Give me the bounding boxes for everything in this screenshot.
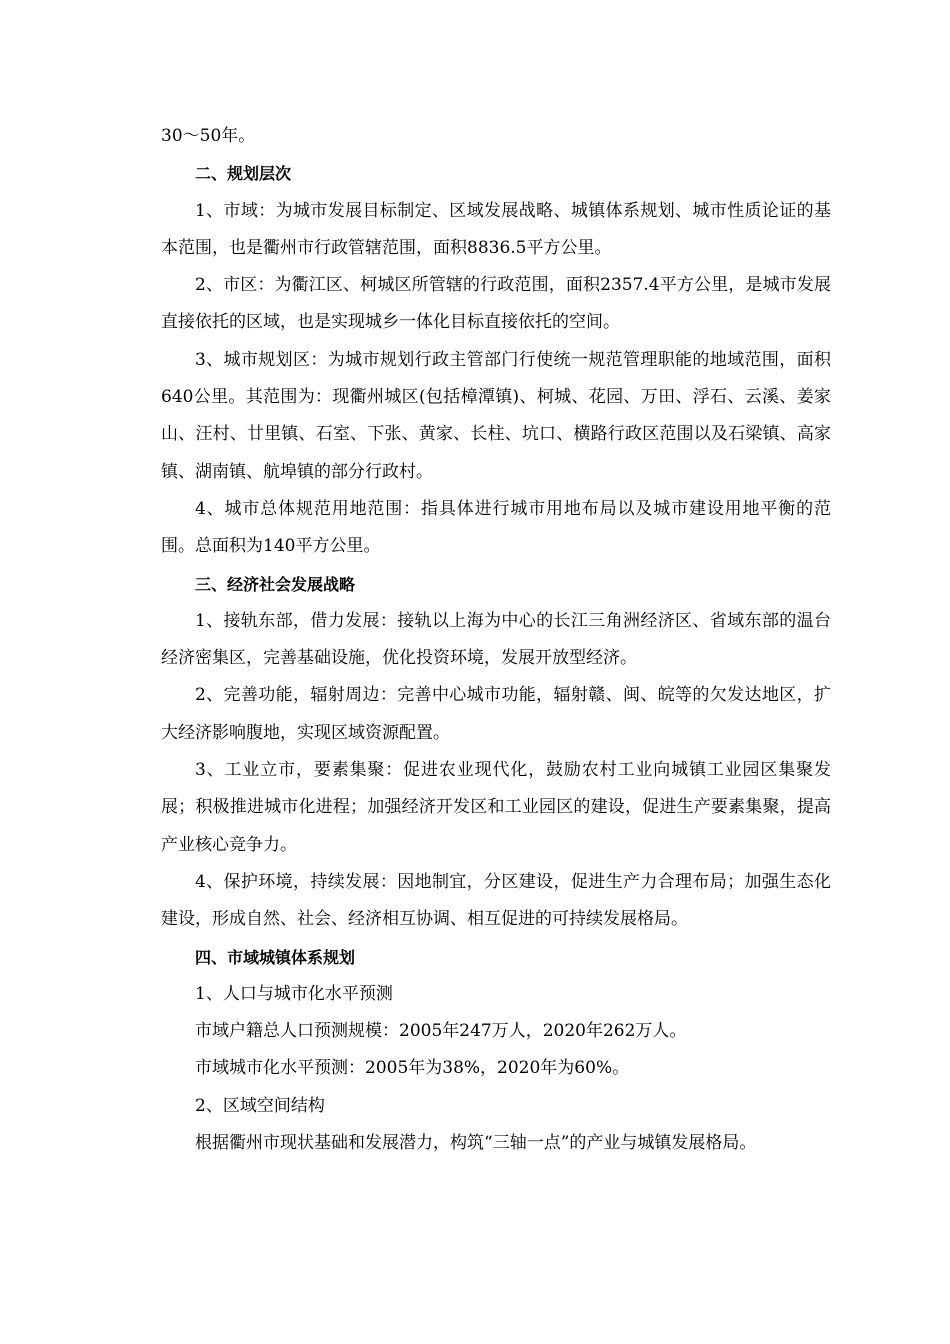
paragraph-continuation: 30～50年。: [161, 126, 256, 146]
paragraph-spatial-structure: 根据衢州市现状基础和发展潜力，构筑“三轴一点”的产业与城镇发展格局。: [195, 1133, 757, 1154]
section-heading-town-system: 四、市域城镇体系规划: [195, 947, 356, 967]
paragraph-planning-area: 3、城市规划区：为城市规划行政主管部门行使统一规范管理职能的地域范围，面积640公里。其范围为：现衢州城区(包括樟潭镇)、柯城、花园、万田、浮石、云溪、姜家山、汪村、廿里镇、石室、下张、黄家、长柱、坑口、横路行政区范围以及石梁镇、高家镇、湖南镇、航埠镇的部分行政村。: [161, 349, 831, 482]
paragraph-urbanization-forecast: 市域城市化水平预测：2005年为38%，2020年为60%。: [195, 1058, 630, 1079]
paragraph-strategy-east: 1、接轨东部，借力发展：接轨以上海为中心的长江三角洲经济区、省域东部的温台经济密集区，完善基础设施，优化投资环境，发展开放型经济。: [161, 610, 831, 669]
paragraph-city-region: 1、市域：为城市发展目标制定、区域发展战略、城镇体系规划、城市性质论证的基本范围，也是衢州市行政管辖范围，面积8836.5平方公里。: [161, 200, 831, 258]
paragraph-population-forecast: 市域户籍总人口预测规模：2005年247万人，2020年262万人。: [195, 1021, 687, 1042]
section-heading-planning-levels: 二、规划层次: [195, 164, 292, 184]
paragraph-strategy-industry: 3、工业立市，要素集聚：促进农业现代化，鼓励农村工业向城镇工业园区集聚发展；积极推进城市化进程；加强经济开发区和工业园区的建设，促进生产要素集聚，提高产业核心竞争力。: [161, 760, 831, 855]
paragraph-land-use-scope: 4、城市总体规范用地范围：指具体进行城市用地布局以及城市建设用地平衡的范围。总面积为140平方公里。: [161, 498, 831, 557]
paragraph-strategy-function: 2、完善功能，辐射周边：完善中心城市功能，辐射赣、闽、皖等的欠发达地区，扩大经济影响腹地，实现区域资源配置。: [161, 685, 831, 743]
paragraph-strategy-environment: 4、保护环境，持续发展：因地制宜，分区建设，促进生产力合理布局；加强生态化建设，形成自然、社会、经济相互协调、相互促进的可持续发展格局。: [161, 871, 831, 930]
paragraph-urban-district: 2、市区：为衢江区、柯城区所管辖的行政范围，面积2357.4平方公里，是城市发展直接依托的区域，也是实现城乡一体化目标直接依托的空间。: [161, 275, 831, 333]
paragraph-population-subheading: 1、人口与城市化水平预测: [195, 983, 393, 1004]
document-body: [161, 118, 831, 1162]
paragraph-spatial-structure-subheading: 2、区域空间结构: [195, 1095, 325, 1116]
section-heading-development-strategy: 三、经济社会发展战略: [195, 574, 356, 594]
